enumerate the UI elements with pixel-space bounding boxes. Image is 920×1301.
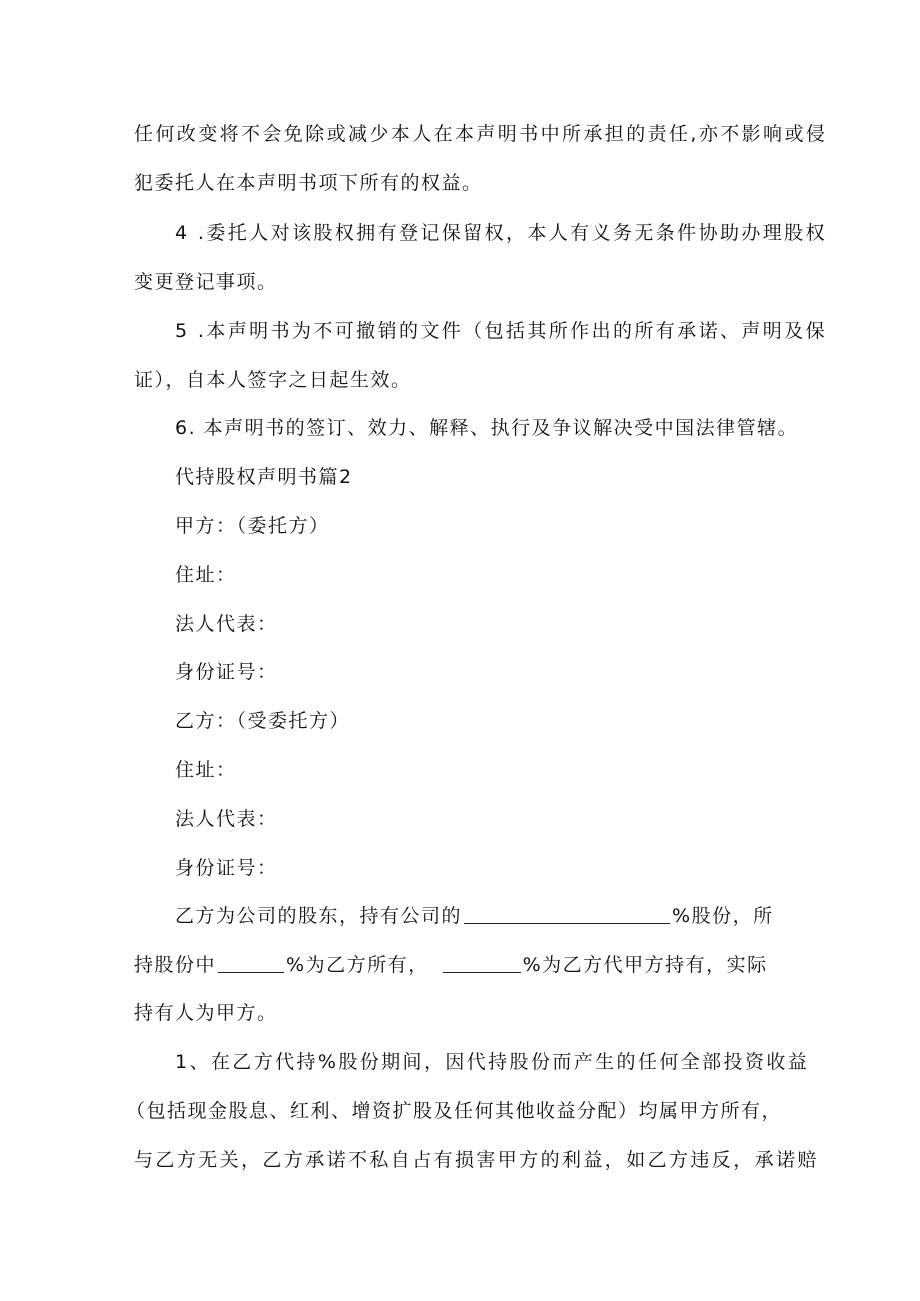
- paragraph-line: 犯委托人在本声明书项下所有的权益。: [134, 172, 483, 194]
- clause-4-line: 4 .委托人对该股权拥有登记保留权，本人有义务无条件协助办理股权: [175, 222, 827, 244]
- fill-blank: [443, 954, 521, 973]
- paragraph-line: （包括现金股息、红利、增资扩股及任何其他收益分配）均属甲方所有，: [126, 1100, 783, 1122]
- section-heading: 代持股权声明书篇2: [175, 466, 353, 488]
- share-text: 持股份中: [134, 954, 217, 976]
- fill-blank: [464, 905, 670, 924]
- share-text: 乙方为公司的股东，持有公司的: [175, 905, 463, 927]
- share-text: %为乙方代甲方持有，实际: [522, 954, 768, 976]
- party-b-label: 乙方：（受委托方）: [175, 710, 351, 732]
- share-text: %股份，所: [672, 905, 774, 927]
- paragraph-line: 变更登记事项。: [134, 271, 278, 293]
- share-line-3: 持有人为甲方。: [134, 1002, 278, 1024]
- paragraph-line: 任何改变将不会免除或减少本人在本声明书中所承担的责任,亦不影响或侵: [134, 123, 828, 145]
- field-address: 住址：: [175, 564, 237, 586]
- share-line-2: [134, 952, 768, 978]
- field-legal-representative: 法人代表：: [175, 613, 278, 635]
- clause-6-line: 6. 本声明书的签订、效力、解释、执行及争议解决受中国法律管辖。: [175, 417, 799, 439]
- field-id-number: 身份证号：: [175, 661, 278, 683]
- clause-1-line: 1、在乙方代持%股份期间，因代持股份而产生的任何全部投资收益: [175, 1051, 810, 1073]
- field-address: 住址：: [175, 759, 237, 781]
- paragraph-line: 证），自本人签字之日起生效。: [134, 369, 412, 391]
- clause-5-line: 5 .本声明书为不可撤销的文件（包括其所作出的所有承诺、声明及保: [175, 320, 827, 342]
- field-legal-representative: 法人代表：: [175, 808, 278, 830]
- fill-blank: [218, 954, 284, 973]
- share-text: %为乙方所有，: [286, 954, 429, 976]
- share-line-1: [175, 903, 774, 929]
- paragraph-line: 与乙方无关，乙方承诺不私自占有损害甲方的利益，如乙方违反，承诺赔: [134, 1149, 819, 1171]
- party-a-label: 甲方：（委托方）: [175, 515, 330, 537]
- field-id-number: 身份证号：: [175, 857, 278, 879]
